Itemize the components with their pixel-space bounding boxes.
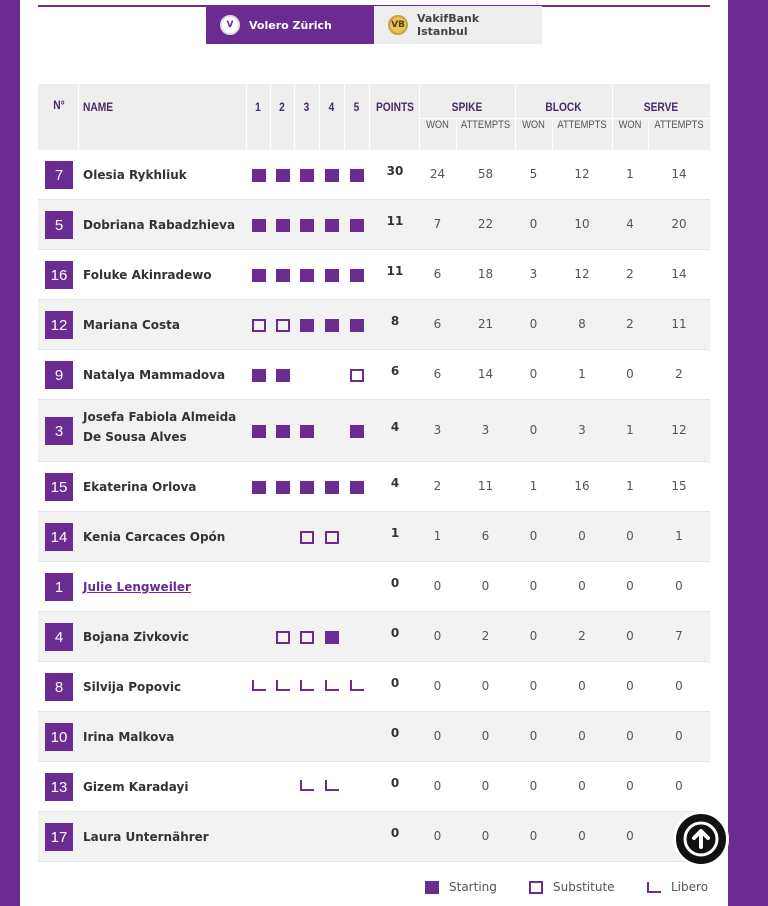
block-attempts-cell: 0: [578, 679, 586, 693]
serve-won-cell: 0: [626, 779, 634, 793]
block-won-cell: 0: [529, 317, 538, 331]
header-divider: [552, 118, 553, 150]
spike-attempts-cell: 21: [477, 317, 494, 331]
libero-corner-icon: [276, 680, 290, 691]
spike-attempts-cell: 0: [481, 729, 490, 743]
player-name: Bojana Zivkovic: [83, 630, 190, 644]
spike-attempts-cell: 18: [477, 267, 494, 281]
serve-won-cell: 1: [626, 167, 634, 181]
spike-won-cell: 0: [433, 579, 442, 593]
block-won-cell: 0: [529, 779, 538, 793]
points-cell: 1: [390, 526, 400, 540]
block-attempts-cell: 2: [578, 629, 586, 643]
serve-attempts-cell: 0: [675, 679, 683, 693]
spike-won-cell: 6: [433, 367, 442, 381]
player-number-badge: 7: [45, 161, 73, 189]
player-number-badge: 5: [45, 211, 73, 239]
player-number-badge: 13: [45, 773, 73, 801]
block-won-cell: 0: [529, 829, 538, 843]
header-spike-won: WON: [426, 119, 449, 131]
block-attempts-cell: 8: [578, 317, 586, 331]
right-page-band: [728, 0, 768, 906]
spike-won-cell: 0: [433, 779, 442, 793]
table-body: [38, 150, 710, 862]
player-number-badge: 10: [45, 723, 73, 751]
starting-square-icon: [276, 369, 290, 382]
starting-square-icon: [276, 219, 290, 232]
header-spike-attempts: ATTEMPTS: [460, 119, 511, 131]
header-name: NAME: [83, 100, 114, 114]
substitute-square-icon: [300, 631, 314, 644]
serve-won-cell: 0: [626, 829, 634, 843]
spike-won-cell: 0: [433, 629, 442, 643]
header-divider: [270, 84, 271, 150]
starting-square-icon: [325, 269, 339, 282]
serve-won-cell: 0: [626, 729, 634, 743]
block-won-cell: 0: [529, 529, 538, 543]
player-number-badge: 14: [45, 523, 73, 551]
tab-away-label: VakifBank Istanbul: [417, 12, 480, 38]
vakifbank-logo-icon: VB: [388, 15, 408, 35]
block-attempts-cell: 3: [578, 423, 586, 437]
points-cell: 4: [390, 420, 400, 434]
header-block-won: WON: [522, 119, 545, 131]
points-cell: 0: [390, 826, 400, 840]
player-number-badge: 15: [45, 473, 73, 501]
table-header: [38, 84, 710, 150]
points-cell: 0: [390, 776, 400, 790]
serve-attempts-cell: 1: [675, 529, 683, 543]
table-row: [38, 762, 710, 812]
spike-attempts-cell: 11: [477, 479, 494, 493]
player-name: Ekaterina Orlova: [83, 480, 197, 494]
table-row: [38, 812, 710, 862]
starting-square-icon: [252, 481, 266, 494]
block-attempts-cell: 0: [578, 729, 586, 743]
starting-square-icon: [252, 425, 266, 438]
header-number: N°: [53, 98, 65, 112]
spike-won-cell: 7: [433, 217, 442, 231]
table-row: [38, 512, 710, 562]
block-attempts-cell: 12: [574, 167, 590, 181]
tab-home-label: Volero Zürich: [249, 18, 332, 32]
libero-corner-icon: [252, 680, 266, 691]
player-number-badge: 1: [45, 573, 73, 601]
spike-attempts-cell: 0: [481, 779, 490, 793]
player-name: Silvija Popovic: [83, 680, 182, 694]
starting-square-icon: [300, 269, 314, 282]
serve-attempts-cell: 2: [675, 367, 683, 381]
starting-square-icon: [276, 169, 290, 182]
spike-attempts-cell: 58: [477, 167, 494, 181]
spike-attempts-cell: 6: [481, 529, 490, 543]
spike-attempts-cell: 0: [481, 579, 490, 593]
player-name: Mariana Costa: [83, 318, 181, 332]
table-row: [38, 400, 710, 462]
starting-square-icon: [425, 881, 439, 894]
table-row: [38, 562, 710, 612]
starting-square-icon: [252, 169, 266, 182]
serve-attempts-cell: 14: [671, 267, 687, 281]
libero-corner-icon: [325, 780, 339, 791]
serve-won-cell: 4: [626, 217, 634, 231]
serve-attempts-cell: 0: [675, 579, 683, 593]
starting-square-icon: [350, 425, 364, 438]
spike-attempts-cell: 0: [481, 679, 490, 693]
player-number-badge: 4: [45, 623, 73, 651]
starting-square-icon: [350, 481, 364, 494]
serve-won-cell: 0: [626, 367, 634, 381]
serve-won-cell: 0: [626, 529, 634, 543]
serve-won-cell: 0: [626, 679, 634, 693]
serve-won-cell: 0: [626, 579, 634, 593]
serve-attempts-cell: 0: [675, 779, 683, 793]
starting-square-icon: [350, 169, 364, 182]
left-page-band: [0, 0, 20, 906]
table-row: [38, 712, 710, 762]
team-tabs: [206, 6, 542, 44]
player-name: Josefa Fabiola Almeida De Sousa Alves: [83, 410, 237, 444]
table-row: [38, 612, 710, 662]
legend-libero-label: Libero: [671, 880, 709, 894]
substitute-square-icon: [529, 881, 543, 894]
starting-square-icon: [350, 219, 364, 232]
serve-won-cell: 2: [626, 267, 634, 281]
serve-attempts-cell: 0: [675, 729, 683, 743]
substitute-square-icon: [252, 319, 266, 332]
points-cell: 11: [386, 264, 404, 278]
block-won-cell: 0: [529, 423, 538, 437]
header-set-3: 3: [303, 100, 310, 114]
serve-won-cell: 0: [626, 629, 634, 643]
table-row: [38, 300, 710, 350]
spike-won-cell: 6: [433, 267, 442, 281]
starting-square-icon: [325, 631, 339, 644]
tab-away-team[interactable]: [374, 6, 542, 44]
spike-attempts-cell: 3: [481, 423, 490, 437]
player-name: Natalya Mammadova: [83, 368, 226, 382]
table-row: [38, 200, 710, 250]
header-set-2: 2: [279, 100, 285, 114]
header-block-attempts: ATTEMPTS: [557, 119, 607, 131]
substitute-square-icon: [276, 319, 290, 332]
starting-square-icon: [252, 369, 266, 382]
header-divider: [419, 84, 420, 150]
points-cell: 11: [386, 214, 404, 228]
points-cell: 0: [390, 626, 400, 640]
player-number-badge: 16: [45, 261, 73, 289]
stats-panel: [20, 0, 728, 906]
header-serve: SERVE: [643, 100, 679, 114]
spike-won-cell: 2: [433, 479, 442, 493]
header-divider: [648, 118, 649, 150]
starting-square-icon: [350, 269, 364, 282]
player-number-badge: 3: [45, 417, 73, 445]
legend-substitute-label: Substitute: [553, 880, 615, 894]
header-points: POINTS: [376, 100, 414, 114]
block-won-cell: 0: [529, 679, 538, 693]
starting-square-icon: [325, 319, 339, 332]
block-attempts-cell: 0: [578, 779, 586, 793]
spike-attempts-cell: 0: [481, 829, 490, 843]
legend-libero: [647, 880, 708, 894]
legend-substitute: [529, 880, 615, 894]
table-row: [38, 350, 710, 400]
serve-attempts-cell: 12: [671, 423, 687, 437]
tab-home-team[interactable]: [206, 6, 374, 44]
header-serve-won: WON: [618, 119, 642, 131]
player-number-badge: 9: [45, 361, 73, 389]
player-name: Kenia Carcaces Opón: [83, 530, 226, 544]
substitute-square-icon: [276, 631, 290, 644]
spike-won-cell: 0: [433, 829, 442, 843]
header-divider: [294, 84, 295, 150]
substitute-square-icon: [300, 531, 314, 544]
starting-square-icon: [276, 481, 290, 494]
serve-won-cell: 2: [626, 317, 634, 331]
libero-corner-icon: [647, 882, 661, 893]
header-divider: [369, 84, 370, 150]
starting-square-icon: [300, 319, 314, 332]
block-attempts-cell: 0: [578, 829, 586, 843]
player-name: Irina Malkova: [83, 730, 175, 744]
points-cell: 0: [390, 726, 400, 740]
legend-starting-label: Starting: [449, 880, 497, 894]
starting-square-icon: [350, 319, 364, 332]
header-set-1: 1: [255, 100, 261, 114]
player-number-badge: 17: [45, 823, 73, 851]
starting-square-icon: [252, 269, 266, 282]
player-name: Gizem Karadayi: [83, 780, 189, 794]
spike-won-cell: 3: [433, 423, 442, 437]
player-number-badge: 12: [45, 311, 73, 339]
serve-won-cell: 1: [626, 479, 634, 493]
substitute-square-icon: [325, 531, 339, 544]
header-divider: [246, 84, 247, 150]
starting-square-icon: [300, 219, 314, 232]
block-won-cell: 0: [529, 629, 538, 643]
spike-won-cell: 6: [433, 317, 442, 331]
starting-square-icon: [300, 425, 314, 438]
starting-square-icon: [252, 219, 266, 232]
libero-corner-icon: [325, 680, 339, 691]
serve-attempts-cell: 14: [671, 167, 687, 181]
serve-won-cell: 1: [626, 423, 634, 437]
spike-attempts-cell: 14: [477, 367, 494, 381]
spike-attempts-cell: 22: [477, 217, 494, 231]
points-cell: 6: [390, 364, 400, 378]
header-divider: [456, 118, 457, 150]
table-row: [38, 150, 710, 200]
block-attempts-cell: 0: [578, 529, 586, 543]
header-divider: [319, 84, 320, 150]
starting-square-icon: [325, 219, 339, 232]
block-attempts-cell: 0: [578, 579, 586, 593]
points-cell: 0: [390, 676, 400, 690]
header-serve-attempts: ATTEMPTS: [654, 119, 704, 131]
block-won-cell: 5: [529, 167, 538, 181]
arrow-up-circle-icon: [682, 820, 720, 858]
block-won-cell: 1: [529, 479, 538, 493]
header-divider: [344, 84, 345, 150]
table-row: [38, 662, 710, 712]
starting-square-icon: [325, 169, 339, 182]
header-set-4: 4: [328, 100, 335, 114]
libero-corner-icon: [300, 780, 314, 791]
legend-starting: [425, 880, 497, 894]
table-row: [38, 462, 710, 512]
points-cell: 8: [390, 314, 400, 328]
header-spike: SPIKE: [451, 100, 483, 114]
player-name: Dobriana Rabadzhieva: [83, 218, 236, 232]
starting-square-icon: [325, 481, 339, 494]
points-cell: 0: [390, 576, 400, 590]
starting-square-icon: [276, 269, 290, 282]
points-cell: 4: [390, 476, 400, 490]
block-attempts-cell: 16: [574, 479, 590, 493]
player-name: Foluke Akinradewo: [83, 268, 212, 282]
block-attempts-cell: 10: [574, 217, 590, 231]
serve-attempts-cell: 20: [671, 217, 687, 231]
table-row: [38, 250, 710, 300]
block-attempts-cell: 1: [578, 367, 586, 381]
spike-attempts-cell: 2: [481, 629, 490, 643]
block-won-cell: 3: [529, 267, 538, 281]
serve-attempts-cell: 15: [671, 479, 687, 493]
volero-logo-icon: V: [220, 15, 240, 35]
legend: [20, 880, 728, 900]
spike-won-cell: 0: [433, 729, 442, 743]
player-name: Laura Unternährer: [83, 830, 209, 844]
serve-attempts-cell: 7: [675, 629, 683, 643]
libero-corner-icon: [300, 680, 314, 691]
header-divider: [612, 84, 613, 150]
scroll-to-top-button[interactable]: [673, 811, 729, 867]
header-divider: [78, 84, 79, 150]
starting-square-icon: [300, 169, 314, 182]
points-cell: 30: [386, 164, 404, 178]
player-name: Olesia Rykhliuk: [83, 168, 187, 182]
block-won-cell: 0: [529, 579, 538, 593]
substitute-square-icon: [350, 369, 364, 382]
header-block: BLOCK: [545, 100, 582, 114]
block-won-cell: 0: [529, 367, 538, 381]
block-attempts-cell: 12: [574, 267, 590, 281]
spike-won-cell: 0: [433, 679, 442, 693]
spike-won-cell: 24: [429, 167, 446, 181]
starting-square-icon: [276, 425, 290, 438]
libero-corner-icon: [350, 680, 364, 691]
header-set-5: 5: [353, 100, 360, 114]
block-won-cell: 0: [529, 729, 538, 743]
starting-square-icon: [300, 481, 314, 494]
player-stats-table: [38, 84, 710, 862]
player-number-badge: 8: [45, 673, 73, 701]
player-name-link[interactable]: Julie Lengweiler: [83, 580, 191, 594]
serve-attempts-cell: 11: [671, 317, 687, 331]
header-divider: [515, 84, 516, 150]
block-won-cell: 0: [529, 217, 538, 231]
spike-won-cell: 1: [433, 529, 442, 543]
